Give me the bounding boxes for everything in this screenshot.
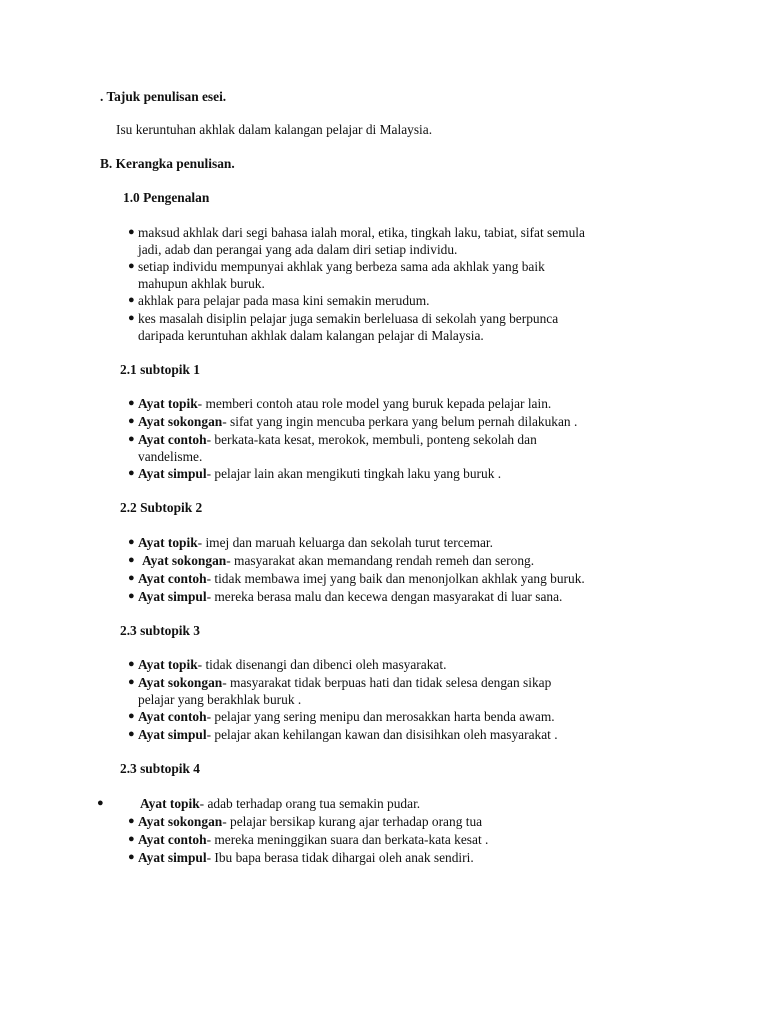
bullet-icon: ● — [128, 710, 135, 722]
bullet-icon: ● — [128, 467, 135, 479]
sub4-item: Ayat sokongan- pelajar bersikap kurang ajar terhadap orang tua — [138, 814, 483, 829]
bullet-icon: ● — [128, 676, 135, 688]
sub1-heading: 2.1 subtopik 1 — [120, 362, 201, 377]
sub4-item: Ayat topik- adab terhadap orang tua semakin pudar. — [140, 796, 421, 811]
intro-point-3: akhlak para pelajar pada masa kini semakin merudum. — [138, 293, 430, 308]
sub3-item: Ayat contoh- pelajar yang sering menipu dan merosakkan harta benda awam. — [138, 709, 555, 724]
bullet-icon: ● — [128, 536, 135, 548]
bullet-icon: ● — [128, 260, 135, 272]
sub3-item: Ayat sokongan- masyarakat tidak berpuas hati dan tidak selesa dengan sikap pelajar yang berakhlak buruk . — [138, 675, 552, 707]
bullet-icon: ● — [128, 397, 135, 409]
bullet-icon: ● — [128, 590, 135, 602]
sub2-item: Ayat topik- imej dan maruah keluarga dan sekolah turut tercemar. — [138, 535, 494, 550]
bullet-icon: ● — [128, 226, 135, 238]
sub2-item: Ayat simpul- mereka berasa malu dan kecewa dengan masyarakat di luar sana. — [138, 589, 563, 604]
intro-heading: 1.0 Pengenalan — [123, 190, 210, 205]
essay-topic: Isu keruntuhan akhlak dalam kalangan pelajar di Malaysia. — [116, 122, 433, 137]
bullet-icon: ● — [128, 415, 135, 427]
sub3-item: Ayat simpul- pelajar akan kehilangan kawan dan disisihkan oleh masyarakat . — [138, 727, 558, 742]
bullet-icon: ● — [128, 728, 135, 740]
sub4-item: Ayat contoh- mereka meninggikan suara dan berkata-kata kesat . — [138, 832, 489, 847]
bullet-icon: ● — [128, 433, 135, 445]
intro-point-4: kes masalah disiplin pelajar juga semakin berleluasa di sekolah yang berpunca daripada keruntuhan akhlak dalam kalangan pelajar di Malaysia. — [138, 311, 559, 343]
sub3-item: Ayat topik- tidak disenangi dan dibenci oleh masyarakat. — [138, 657, 447, 672]
sub1-item: Ayat topik- memberi contoh atau role model yang buruk kepada pelajar lain. — [138, 396, 552, 411]
bullet-icon: ● — [128, 554, 135, 566]
bullet-icon: ● — [128, 572, 135, 584]
bullet-icon: ● — [128, 815, 135, 827]
sub3-heading: 2.3 subtopik 3 — [120, 623, 201, 638]
bullet-icon: ● — [128, 294, 135, 306]
bullet-icon: ● — [128, 851, 135, 863]
sub4-item: Ayat simpul- Ibu bapa berasa tidak dihargai oleh anak sendiri. — [138, 850, 474, 865]
section-b-heading: B. Kerangka penulisan. — [100, 156, 235, 171]
sub1-item: Ayat contoh- berkata-kata kesat, merokok, membuli, ponteng sekolah dan vandelisme. — [138, 432, 537, 464]
sub2-heading: 2.2 Subtopik 2 — [120, 500, 203, 515]
bullet-icon: ● — [128, 658, 135, 670]
bullet-icon: ● — [128, 833, 135, 845]
bullet-icon: ● — [97, 797, 104, 809]
sub1-item: Ayat sokongan- sifat yang ingin mencuba perkara yang belum pernah dilakukan . — [138, 414, 578, 429]
sub4-heading: 2.3 subtopik 4 — [120, 761, 201, 776]
sub2-item: Ayat sokongan- masyarakat akan memandang rendah remeh dan serong. — [142, 553, 535, 568]
intro-point-2: setiap individu mempunyai akhlak yang berbeza sama ada akhlak yang baik mahupun akhlak buruk. — [138, 259, 545, 291]
intro-point-1: maksud akhlak dari segi bahasa ialah moral, etika, tingkah laku, tabiat, sifat semula jadi, adab dan perangai yang ada dalam diri setiap individu. — [138, 225, 585, 257]
sub2-item: Ayat contoh- tidak membawa imej yang baik dan menonjolkan akhlak yang buruk. — [138, 571, 585, 586]
bullet-icon: ● — [128, 312, 135, 324]
essay-title: . Tajuk penulisan esei. — [100, 89, 227, 104]
sub1-item: Ayat simpul- pelajar lain akan mengikuti tingkah laku yang buruk . — [138, 466, 502, 481]
